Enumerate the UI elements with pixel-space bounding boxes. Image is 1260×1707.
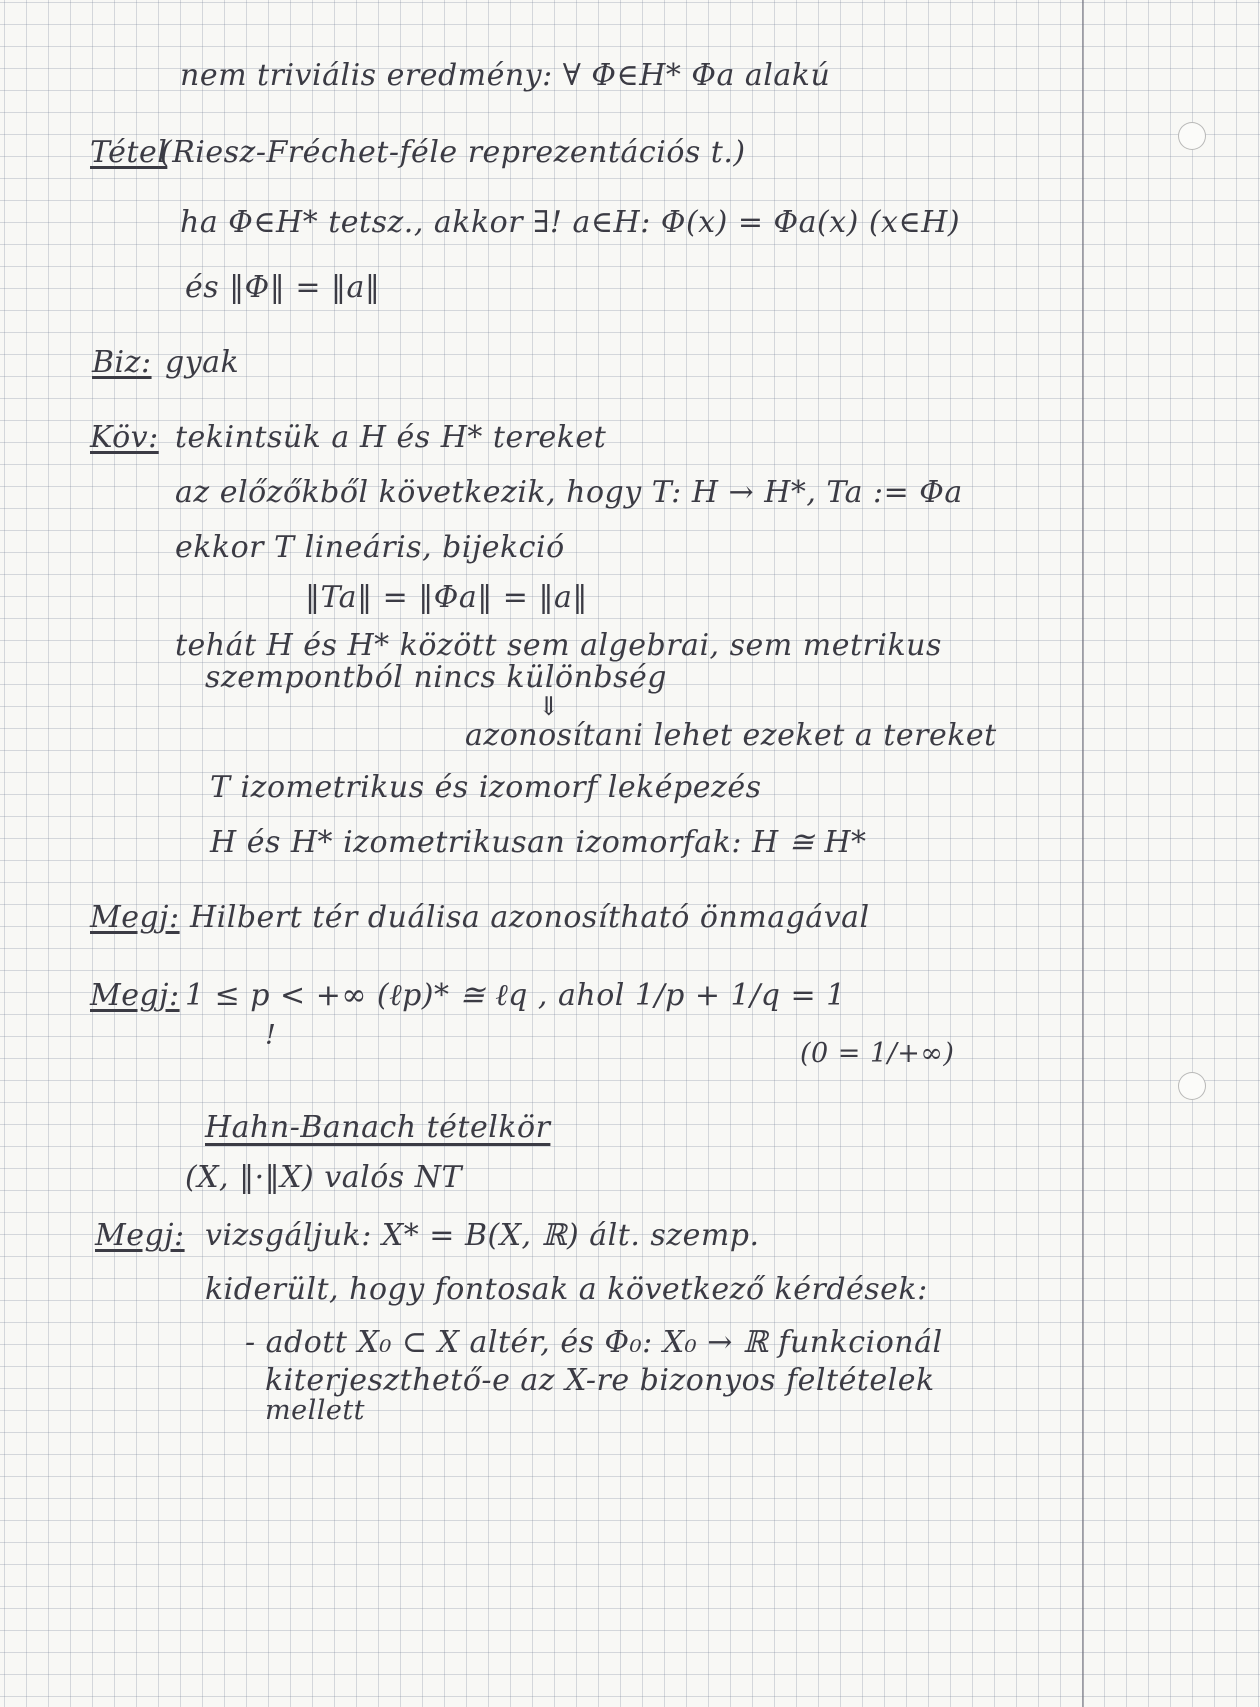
megj-2-text: 1 ≤ p < +∞ (ℓp)* ≅ ℓq , ahol 1/p + 1/q = 1: [185, 978, 846, 1013]
biz-text: gyak: [165, 345, 240, 380]
implies-arrow: ⇓: [538, 692, 561, 722]
megj-2-note: (0 = 1/+∞): [800, 1038, 955, 1069]
kov-line-6: szempontból nincs különbség: [205, 660, 667, 695]
megj-3-line-3: - adott X₀ ⊂ X altér, és Φ₀: X₀ → ℝ funkcionál: [245, 1325, 943, 1360]
megj-3-line-5: mellett: [265, 1395, 366, 1426]
megj-3-label: Megj:: [95, 1218, 185, 1253]
kov-line-5: tehát H és H* között sem algebrai, sem metrikus: [175, 628, 942, 663]
kov-line-2: az előzőkből következik, hogy T: H → H*, Ta := Φa: [175, 475, 963, 510]
section-heading: Hahn-Banach tételkör: [205, 1110, 551, 1145]
megj-2-exclamation: !: [265, 1020, 277, 1051]
kov-label: Köv:: [90, 420, 159, 455]
tetel-label: Tétel: [90, 135, 168, 170]
kov-line-7: azonosítani lehet ezeket a tereket: [465, 718, 997, 753]
kov-line-4: ‖Ta‖ = ‖Φa‖ = ‖a‖: [305, 580, 588, 615]
kov-line-9: H és H* izometrikusan izomorfak: H ≅ H*: [210, 825, 867, 860]
punch-hole: [1178, 122, 1206, 150]
tetel-line-2: és ‖Φ‖ = ‖a‖: [185, 270, 381, 305]
megj-1-text: Hilbert tér duálisa azonosítható önmagával: [190, 900, 870, 935]
kov-line-8: T izometrikus és izomorf leképezés: [210, 770, 762, 805]
biz-label: Biz:: [92, 345, 152, 380]
kov-line-1: tekintsük a H és H* tereket: [175, 420, 607, 455]
megj-3-line-2: kiderült, hogy fontosak a következő kérdések:: [205, 1272, 928, 1307]
megj-2-label: Megj:: [90, 978, 180, 1013]
megj-1-label: Megj:: [90, 900, 180, 935]
tetel-line-1: ha Φ∈H* tetsz., akkor ∃! a∈H: Φ(x) = Φa(x) (x∈H): [180, 205, 961, 240]
kov-line-3: ekkor T lineáris, bijekció: [175, 530, 565, 565]
tetel-title: (Riesz-Fréchet-féle reprezentációs t.): [160, 135, 746, 170]
megj-3-line-1: vizsgáljuk: X* = B(X, ℝ) ált. szemp.: [205, 1218, 760, 1253]
megj-3-line-4: kiterjeszthető-e az X-re bizonyos feltételek: [265, 1363, 935, 1398]
hb-line-1: (X, ‖·‖X) valós NT: [185, 1160, 462, 1195]
line-result: nem triviális eredmény: ∀ Φ∈H* Φa alakú: [180, 58, 831, 93]
punch-hole: [1178, 1072, 1206, 1100]
margin-line: [1082, 0, 1084, 1707]
